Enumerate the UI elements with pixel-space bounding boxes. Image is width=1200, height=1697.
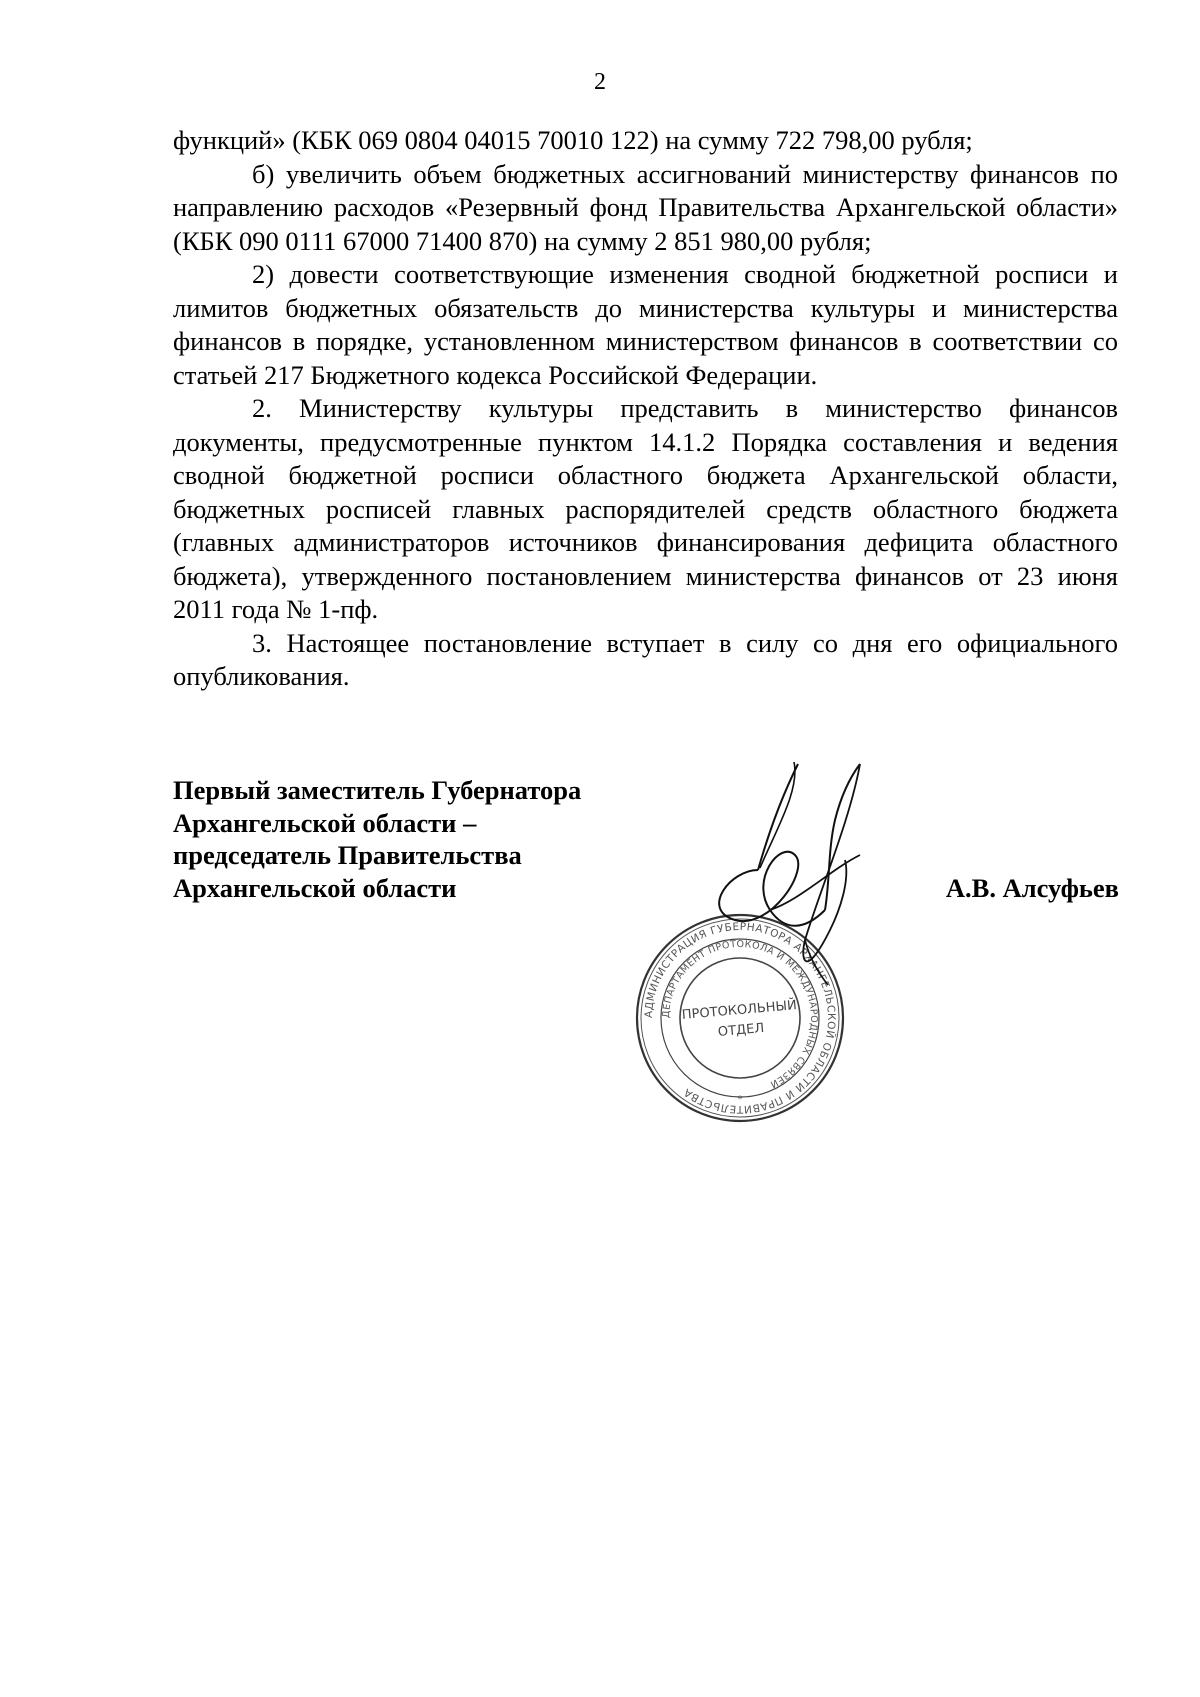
signatory-title-line: председатель Правительства [173,840,522,870]
handwritten-signature [710,760,910,1010]
document-body [173,124,1118,694]
signatory-title-line: Первый заместитель Губернатора [173,775,582,805]
stamp-star-icon: * [737,1094,743,1105]
page-number: 2 [594,69,606,95]
paragraph-item-b: б) увеличить объем бюджетных ассигнований министерству финансов по направлению расходов «Резервный фонд Правительства Архангельской области» (КБК 090 0111 67000 71400 870) на сумму 2 851 980,00 рубля; [173,158,1118,256]
stamp-center-line-2: ОТДЕЛ [717,1020,765,1040]
signer-name: А.В. Алсуфьев [945,873,1119,903]
paragraph-point-2: 2. Министерству культуры представить в министерство финансов документы, предусмотренные пунктом 14.1.2 Порядка составления и ведения сводной бюджетной росписи областного бюджета Архангельской области, бюджетных росписей главных распорядителей средств областного бюджета (главных администраторов источников финансирования дефицита областного бюджета), утвержденного постановлением министерства финансов от 23 июня 2011 года № 1-пф. [173,393,1118,624]
stamp-ring-text-outer: АДМИНИСТРАЦИЯ ГУБЕРНАТОРА АРХАНГЕЛЬСКОЙ ОБЛАСТИ И ПРАВИТЕЛЬСТВА [642,920,838,1116]
signatory-title [173,774,653,904]
signatory-title-line: Архангельской области – [173,807,477,838]
paragraph-point-3: 3. Настоящее постановление вступает в силу со дня его официального опубликования. [173,627,1118,691]
signatory-title-line: Архангельской области [173,872,457,903]
paragraph-continuation: функций» (КБК 069 0804 04015 70010 122) на сумму 722 798,00 рубля; [173,125,973,155]
paragraph-item-2: 2) довести соответствующие изменения сводной бюджетной росписи и лимитов бюджетных обязательств до министерства культуры и министерства финансов в порядке, установленном министерством финансов в соответствии со статьей 217 Бюджетного кодекса Российской Федерации. [173,259,1118,390]
stamp-center-line-1: ПРОТОКОЛЬНЫЙ [681,998,798,1024]
stamp-ring-text-inner: ДЕПАРТАМЕНТ ПРОТОКОЛА И МЕЖДУНАРОДНЫХ СВЯЗЕЙ [660,938,820,1090]
